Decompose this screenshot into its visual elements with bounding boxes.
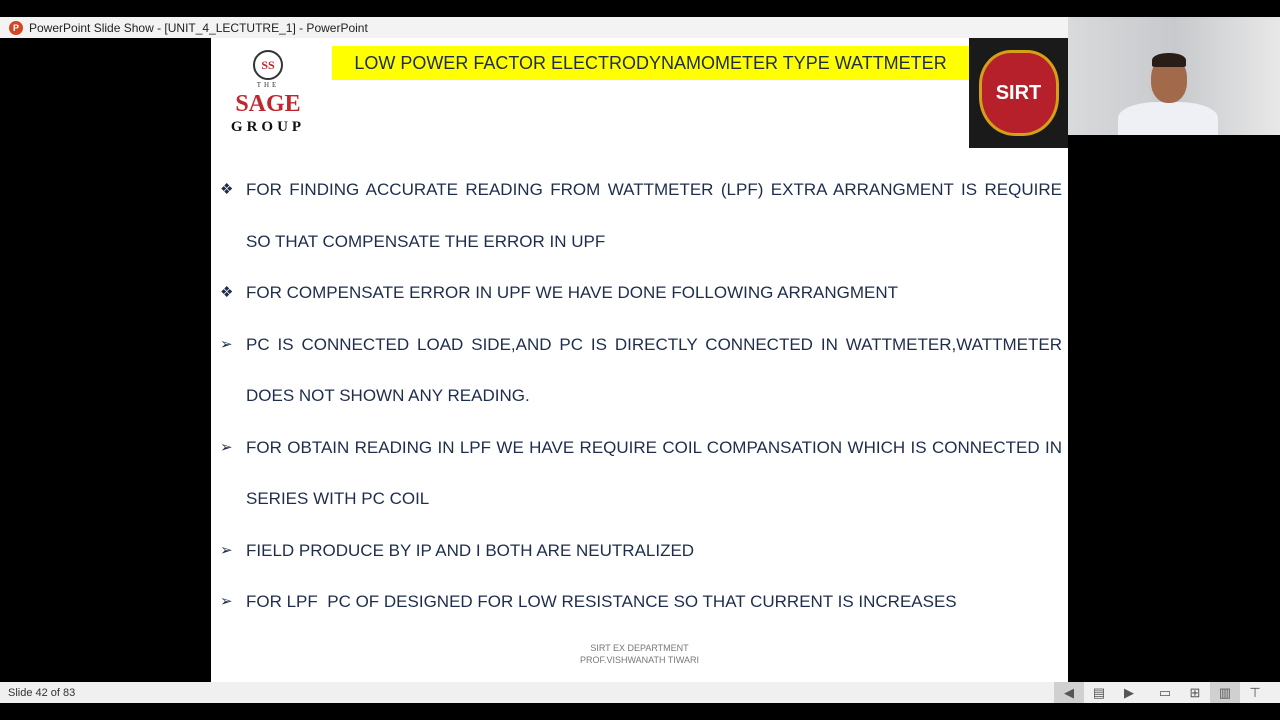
previous-slide-icon[interactable]: ◀: [1054, 682, 1084, 703]
logo-sage: SAGE: [235, 91, 301, 117]
logo-the: THE: [256, 81, 280, 89]
bullet-text: FOR OBTAIN READING IN LPF WE HAVE REQUIRE COIL COMPANSATION WHICH IS CONNECTED IN SERIES WITH PC COIL: [246, 437, 1062, 508]
bullet-text: FOR FINDING ACCURATE READING FROM WATTMETER (LPF) EXTRA ARRANGMENT IS REQUIRE SO THAT COMPENSATE THE ERROR IN UPF: [246, 180, 1062, 251]
slide-counter: Slide 42 of 83: [8, 686, 76, 699]
arrow-bullet-icon: ➢: [220, 593, 233, 610]
slide-sorter-icon[interactable]: ⊞: [1189, 684, 1201, 700]
footer-presenter: PROF.VISHWANATH TIWARI: [579, 655, 699, 665]
sage-group-logo: [223, 50, 313, 136]
slide-footer: [211, 642, 1068, 666]
diamond-bullet-icon: ❖: [220, 181, 234, 198]
arrow-bullet-icon: ➢: [220, 335, 233, 353]
footer-department: SIRT EX DEPARTMENT: [590, 643, 689, 653]
webcam-overlay: [1068, 17, 1280, 135]
sirt-emblem: SIRT: [979, 50, 1059, 136]
slide-menu-icon[interactable]: ▤: [1092, 684, 1106, 700]
reading-view-icon[interactable]: ▥: [1210, 682, 1240, 703]
list-item: [220, 525, 1062, 577]
next-slide-icon[interactable]: ▶: [1124, 684, 1134, 700]
bullet-text: FOR COMPENSATE ERROR IN UPF WE HAVE DONE FOLLOWING ARRANGMENT: [246, 283, 899, 302]
sirt-logo: [969, 38, 1068, 148]
slide-show-icon[interactable]: ⊤: [1249, 684, 1261, 700]
normal-view-icon[interactable]: ▭: [1158, 684, 1172, 700]
window-title-bar: [0, 17, 1068, 38]
bullet-text: FOR LPF PC OF DESIGNED FOR LOW RESISTANCE SO THAT CURRENT IS INCREASES: [246, 592, 957, 611]
diamond-bullet-icon: ❖: [220, 284, 234, 301]
bullet-text: PC IS CONNECTED LOAD SIDE,AND PC IS DIRECTLY CONNECTED IN WATTMETER,WATTMETER DOES NOT SHOWN ANY READING.: [246, 334, 1062, 405]
powerpoint-icon: P: [9, 21, 23, 35]
presenter-hair: [1152, 53, 1186, 67]
logo-group: GROUP: [230, 119, 306, 135]
status-bar: [0, 682, 1280, 703]
bullet-list: [220, 164, 1062, 628]
window-title: PowerPoint Slide Show - [UNIT_4_LECTUTRE_1] - PowerPoint: [29, 20, 368, 35]
sage-crest-icon: SS: [253, 50, 283, 80]
arrow-bullet-icon: ➢: [220, 541, 233, 559]
slide[interactable]: [211, 38, 1068, 682]
list-item: [220, 319, 1062, 422]
presenter-body: [1118, 102, 1218, 135]
arrow-bullet-icon: ➢: [220, 438, 233, 456]
slide-title: LOW POWER FACTOR ELECTRODYNAMOMETER TYPE WATTMETER: [332, 46, 969, 80]
bullet-text: FIELD PRODUCE BY IP AND I BOTH ARE NEUTRALIZED: [246, 540, 695, 560]
list-item: [220, 422, 1062, 525]
list-item: [220, 576, 1062, 628]
list-item: [220, 267, 1062, 319]
list-item: [220, 164, 1062, 267]
